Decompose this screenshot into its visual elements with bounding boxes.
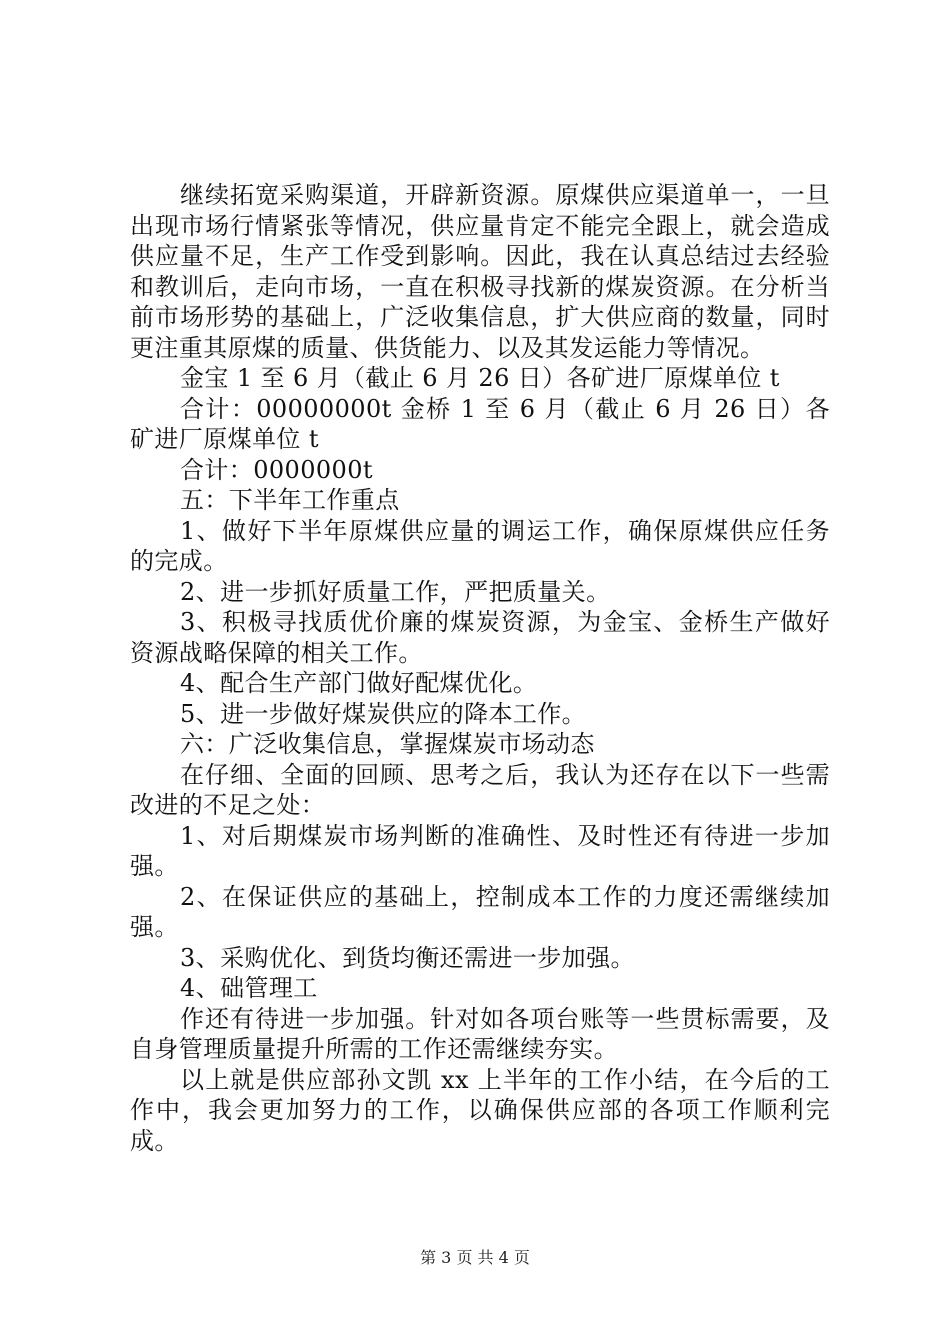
list-item-plan-3: 3、积极寻找质优价廉的煤炭资源，为金宝、金桥生产做好资源战略保障的相关工作。 xyxy=(130,608,830,667)
paragraph-shortcoming-4-continued: 作还有待进一步加强。针对如各项台账等一些贯标需要，及自身管理质量提升所需的工作还需继续夯实。 xyxy=(130,1004,830,1063)
paragraph-jinbao-table-caption: 金宝 1 至 6 月（截止 6 月 26 日）各矿进厂原煤单位 t xyxy=(180,364,780,392)
document-body xyxy=(130,180,830,1156)
paragraph-jinqiao-total: 合计：0000000t xyxy=(180,455,373,484)
list-item-plan-4: 4、配合生产部门做好配煤优化。 xyxy=(180,669,538,697)
section-heading-6: 六：广泛收集信息，掌握煤炭市场动态 xyxy=(180,730,595,758)
paragraph-jinbao-total-jinqiao-caption: 合计：00000000t 金桥 1 至 6 月（截止 6 月 26 日）各矿进厂原煤单位 t xyxy=(130,394,830,453)
list-item-plan-1: 1、做好下半年原煤供应量的调运工作，确保原煤供应任务的完成。 xyxy=(130,516,830,575)
list-item-shortcoming-3: 3、采购优化、到货均衡还需进一步加强。 xyxy=(180,943,635,972)
page-number-footer: 第 3 页 共 4 页 xyxy=(420,1248,530,1267)
list-item-plan-5: 5、进一步做好煤炭供应的降本工作。 xyxy=(180,699,587,728)
paragraph-sourcing: 继续拓宽采购渠道，开辟新资源。原煤供应渠道单一，一旦出现市场行情紧张等情况，供应量肯定不能完全跟上，就会造成供应量不足，生产工作受到影响。因此，我在认真总结过去经验和教训后，走向市场，一直在积极寻找新的煤炭资源。在分析当前市场形势的基础上，广泛收集信息，扩大供应商的数量，同时更注重其原煤的质量、供货能力、以及其发运能力等情况。 xyxy=(130,181,830,362)
list-item-plan-2: 2、进一步抓好质量工作，严把质量关。 xyxy=(180,577,611,606)
list-item-shortcoming-2: 2、在保证供应的基础上，控制成本工作的力度还需继续加强。 xyxy=(130,882,830,941)
section-heading-5: 五：下半年工作重点 xyxy=(180,486,400,514)
list-item-shortcoming-4: 4、础管理工 xyxy=(180,974,318,1002)
paragraph-shortcomings-intro: 在仔细、全面的回顾、思考之后，我认为还存在以下一些需改进的不足之处： xyxy=(130,760,830,819)
paragraph-conclusion: 以上就是供应部孙文凯 xx 上半年的工作小结，在今后的工作中，我会更加努力的工作，以确保供应部的各项工作顺利完成。 xyxy=(130,1065,830,1155)
list-item-shortcoming-1: 1、对后期煤炭市场判断的准确性、及时性还有待进一步加强。 xyxy=(130,821,830,880)
